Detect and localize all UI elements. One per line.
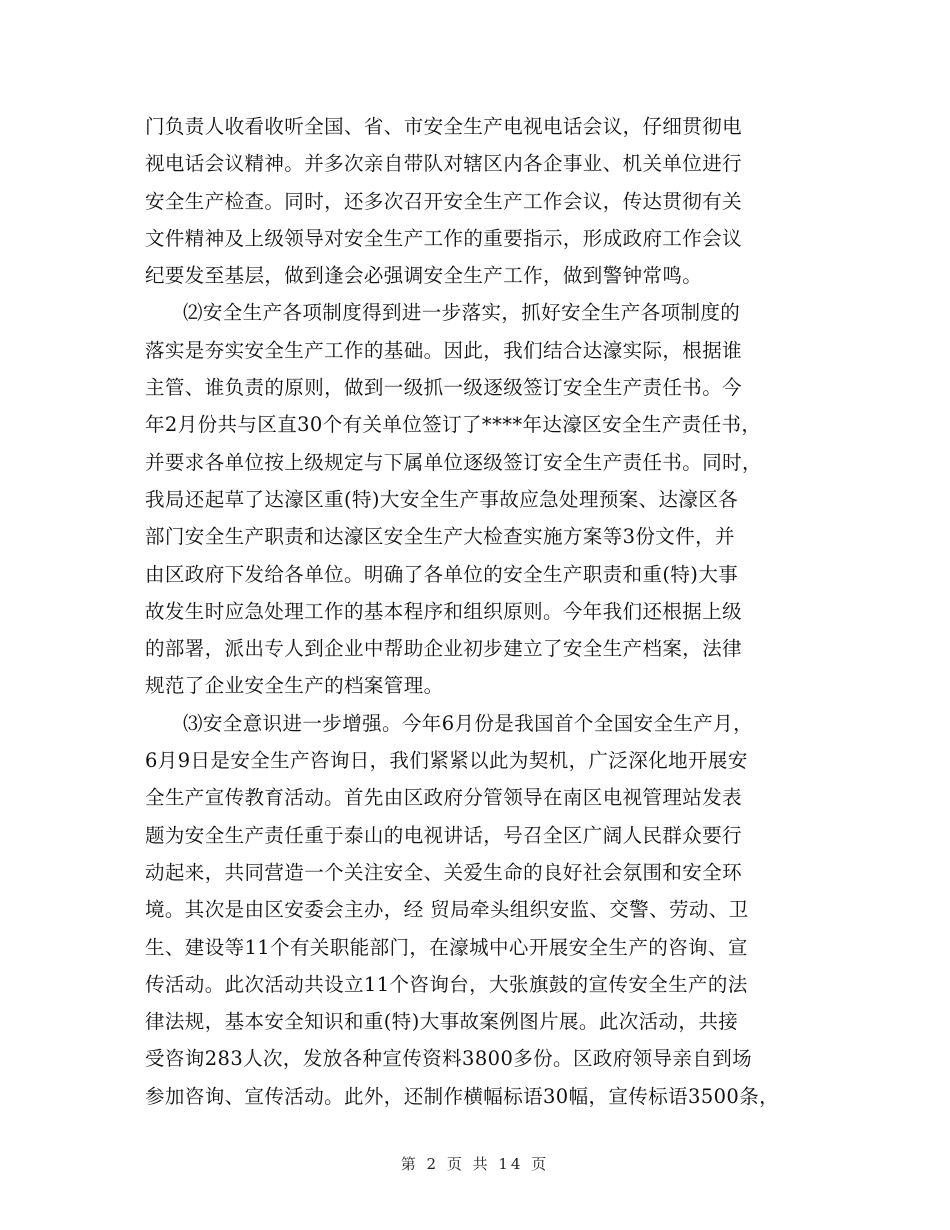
text-line: 动起来，共同营造一个关注安全、关爱生命的良好社会氛围和安全环 [145,860,743,884]
body-text [145,108,825,1115]
text-line: 并要求各单位按上级规定与下属单位逐级签订安全生产责任书。同时， [145,450,762,474]
text-line: 生、建设等11个有关职能部门，在濠城中心开展安全生产的咨询、宣 [145,935,748,959]
page-footer: 第 2 页 共 14 页 [400,1155,550,1173]
text-line: 传活动。此次活动共设立11个咨询台，大张旗鼓的宣传安全生产的法 [145,972,748,996]
text-line: 参加咨询、宣传活动。此外，还制作横幅标语30幅，宣传标语3500条， [145,1084,780,1108]
text-line: 纪要发至基层，做到逢会必强调安全生产工作，做到警钟常鸣。 [145,264,703,288]
text-line: 境。其次是由区安委会主办，经 贸局牵头组织安监、交警、劳动、卫 [145,898,749,922]
paragraph [145,108,825,294]
text-line: 安全生产检查。同时，还多次召开安全生产工作会议，传达贯彻有关 [145,189,743,213]
text-line: 题为安全生产责任重于泰山的电视讲话，号召全区广阔人民群众要行 [145,823,743,847]
text-line: 落实是夯实安全生产工作的基础。因此，我们结合达濠实际，根据谁 [145,338,743,362]
paragraph [145,294,825,704]
text-line: 门负责人收看收听全国、省、市安全生产电视电话会议，仔细贯彻电 [145,115,743,138]
text-line: 6月9日是安全生产咨询日，我们紧紧以此为契机，广泛深化地开展安 [145,749,748,773]
text-line: ⑵安全生产各项制度得到进一步落实，抓好安全生产各项制度的 [183,301,741,325]
text-line: 全生产宣传教育活动。首先由区政府分管领导在南区电视管理站发表 [145,786,743,810]
paragraph [145,705,825,1115]
text-line: 由区政府下发给各单位。明确了各单位的安全生产职责和重(特)大事 [145,562,739,586]
text-line: 律法规，基本安全知识和重(特)大事故案例图片展。此次活动，共接 [145,1010,739,1034]
text-line: 视电话会议精神。并多次亲自带队对辖区内各企事业、机关单位进行 [145,152,743,176]
text-line: 受咨询283人次，发放各种宣传资料3800多份。区政府领导亲自到场 [145,1047,753,1071]
text-line: 年2月份共与区直30个有关单位签订了****年达濠区安全生产责任书， [145,413,762,437]
text-line: ⑶安全意识进一步增强。今年6月份是我国首个全国安全生产月， [183,711,754,735]
text-line: 部门安全生产职责和达濠区安全生产大检查实施方案等3份文件，并 [145,525,735,549]
text-line: 文件精神及上级领导对安全生产工作的重要指示，形成政府工作会议 [145,226,743,250]
text-line: 故发生时应急处理工作的基本程序和组织原则。今年我们还根据上级 [145,599,743,623]
text-line: 主管、谁负责的原则，做到一级抓一级逐级签订安全生产责任书。今 [145,376,743,400]
text-line: 我局还起草了达濠区重(特)大安全生产事故应急处理预案、达濠区各 [145,487,739,511]
text-line: 的部署，派出专人到企业中帮助企业初步建立了安全生产档案，法律 [145,637,743,661]
text-line: 规范了企业安全生产的档案管理。 [145,674,444,698]
